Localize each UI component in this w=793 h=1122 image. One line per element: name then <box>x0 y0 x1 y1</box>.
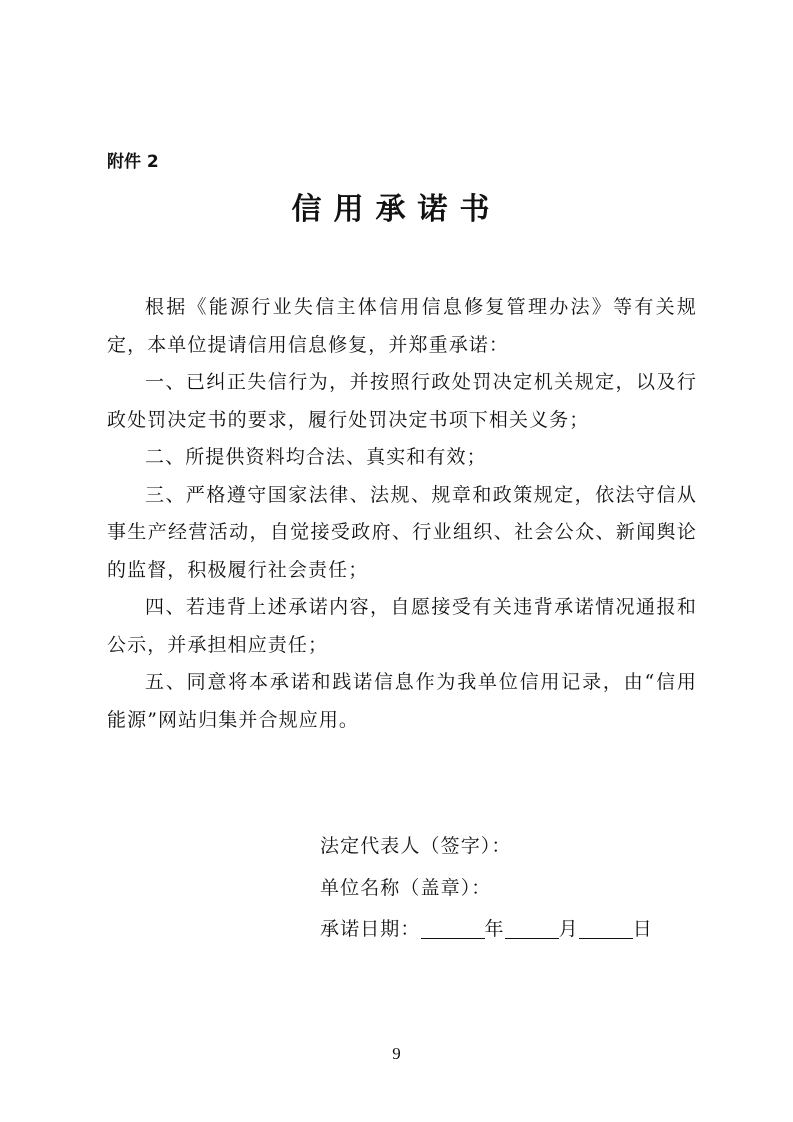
signature-block <box>320 826 653 951</box>
page-number: 9 <box>392 1044 401 1063</box>
paragraph-intro: 根据《能源行业失信主体信用信息修复管理办法》等有关规定，本单位提请信用信息修复，并郑重承诺： <box>107 296 697 356</box>
paragraph-item-3: 三、严格遵守国家法律、法规、规章和政策规定，依法守信从事生产经营活动，自觉接受政府、行业组织、社会公众、新闻舆论的监督，积极履行社会责任； <box>107 483 697 581</box>
unit-name-line: 单位名称（盖章）： <box>320 876 492 899</box>
commitment-body <box>107 289 697 739</box>
date-label: 承诺日期： <box>320 918 421 940</box>
day-blank <box>579 916 633 939</box>
legal-representative-line: 法定代表人（签字）： <box>320 835 512 857</box>
year-blank <box>421 916 485 939</box>
paragraph-item-4: 四、若违背上述承诺内容，自愿接受有关违背承诺情况通报和公示，并承担相应责任； <box>107 596 697 656</box>
day-label: 日 <box>632 918 653 940</box>
document-title: 信用承诺书 <box>291 192 502 227</box>
paragraph-item-5: 五、同意将本承诺和践诺信息作为我单位信用记录，由“信用能源”网站归集并合规应用。 <box>107 671 697 731</box>
paragraph-item-1: 一、已纠正失信行为，并按照行政处罚决定机关规定，以及行政处罚决定书的要求，履行处罚决定书项下相关义务； <box>107 371 697 431</box>
paragraph-item-2: 二、所提供资料均合法、真实和有效； <box>145 446 487 468</box>
year-label: 年 <box>484 918 505 940</box>
month-blank <box>505 916 559 939</box>
commitment-date-line <box>320 909 653 951</box>
attachment-label: 附件 2 <box>107 152 159 172</box>
month-label: 月 <box>558 918 579 940</box>
